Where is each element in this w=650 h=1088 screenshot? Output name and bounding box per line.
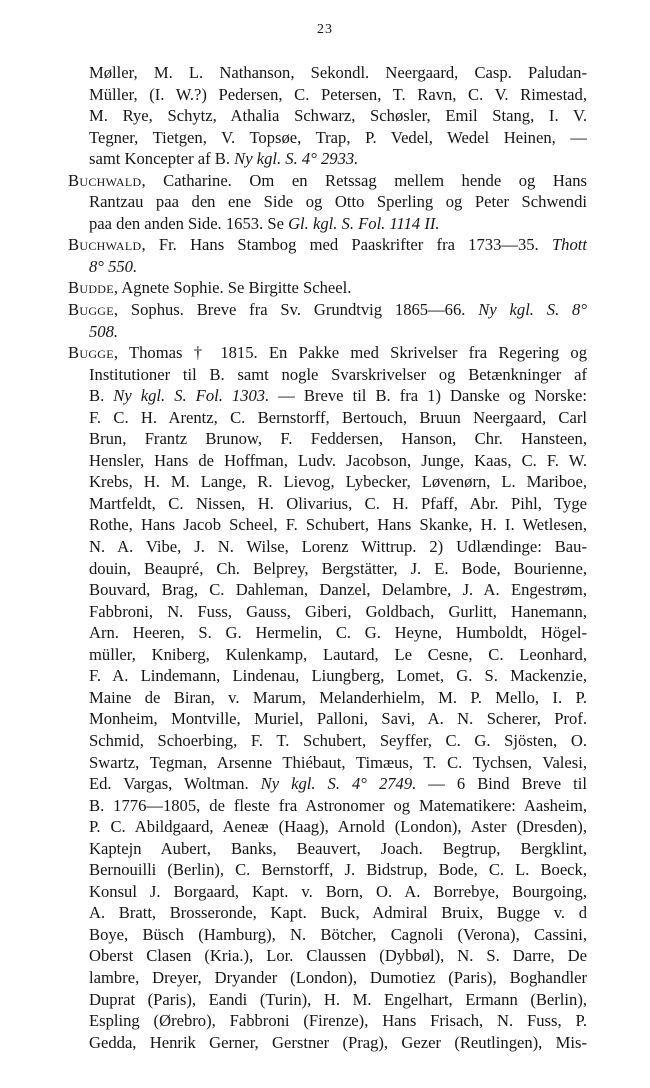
text-line bbox=[68, 342, 587, 364]
text-segment: Monheim, Montville, Muriel, Palloni, Savi, A. N. Scherer, Prof. bbox=[89, 709, 587, 729]
text-line bbox=[68, 450, 587, 472]
text-segment: , Catharine. Om en Retssag mellem hende og Hans bbox=[141, 170, 587, 190]
text-segment: Institutioner til B. samt nogle Svarskrivelser og Betænkninger af bbox=[89, 364, 587, 384]
text-line bbox=[68, 514, 587, 536]
text-line bbox=[68, 708, 587, 730]
text-line bbox=[68, 795, 587, 817]
text-segment: müller, Kniberg, Kulenkamp, Lautard, Le Cesne, C. Leonhard, bbox=[89, 644, 587, 664]
text-body bbox=[68, 62, 587, 1053]
text-segment: M. Rye, Schytz, Athalia Schwarz, Schøsler, Emil Stang, I. V. bbox=[89, 106, 587, 126]
text-segment: Swartz, Tegman, Arsenne Thiébaut, Timæus, T. C. Tychsen, Valesi, bbox=[89, 752, 587, 772]
text-segment: Bernouilli (Berlin), C. Bernstorff, J. Bidstrup, Bode, C. L. Boeck, bbox=[89, 860, 587, 880]
text-line bbox=[68, 127, 587, 149]
text-line bbox=[68, 859, 587, 881]
text-line bbox=[68, 902, 587, 924]
text-segment: Rantzau paa den ene Side og Otto Sperling og Peter Schwendi bbox=[89, 192, 587, 212]
text-segment: Espling (Ørebro), Fabbroni (Firenze), Hans Frisach, N. Fuss, P. bbox=[89, 1011, 587, 1031]
text-line bbox=[68, 148, 587, 170]
reference-text: Gl. kgl. S. Fol. 1114 II. bbox=[288, 213, 440, 233]
text-line bbox=[68, 881, 587, 903]
text-line bbox=[68, 967, 587, 989]
text-segment: F. C. H. Arentz, C. Bernstorff, Bertouch, Bruun Neergaard, Carl bbox=[89, 407, 587, 427]
text-line bbox=[68, 687, 587, 709]
text-segment: Arn. Heeren, S. G. Hermelin, C. G. Heyne, Humboldt, Högel- bbox=[89, 623, 587, 643]
text-segment: samt Koncepter af B. bbox=[89, 149, 235, 169]
text-segment: Møller, M. L. Nathanson, Sekondl. Neergaard, Casp. Paludan- bbox=[89, 63, 587, 82]
text-segment: Boye, Büsch (Hamburg), N. Bötcher, Cagnoli (Verona), Cassini, bbox=[89, 924, 587, 944]
text-line bbox=[68, 1010, 587, 1032]
text-segment: Kaptejn Aubert, Banks, Beauvert, Joach. Begtrup, Bergklint, bbox=[89, 838, 587, 858]
text-line bbox=[68, 644, 587, 666]
text-segment: Rothe, Hans Jacob Scheel, F. Schubert, Hans Skanke, H. I. Wetlesen, bbox=[89, 515, 587, 535]
text-segment: B. 1776—1805, de fleste fra Astronomer og Matematikere: Aasheim, bbox=[89, 795, 587, 815]
text-segment: F. A. Lindemann, Lindenau, Liungberg, Lomet, G. S. Mackenzie, bbox=[89, 666, 587, 686]
text-segment: Fabbroni, N. Fuss, Gauss, Giberi, Goldbach, Gurlitt, Hanemann, bbox=[89, 601, 587, 621]
reference-text: Ny kgl. S. 8° bbox=[478, 300, 587, 320]
text-segment: , Agnete Sophie. Se Birgitte Scheel. bbox=[113, 278, 352, 298]
text-segment: — Breve til B. fra 1) Danske og Norske: bbox=[269, 386, 587, 406]
text-line bbox=[68, 838, 587, 860]
text-segment: Brun, Frantz Brunow, F. Feddersen, Hanson, Chr. Hansteen, bbox=[89, 429, 587, 449]
text-segment: P. C. Abildgaard, Aeneæ (Haag), Arnold (London), Aster (Dresden), bbox=[89, 817, 587, 837]
text-segment: N. A. Vibe, J. N. Wilse, Lorenz Wittrup. 2) Udlændinge: Bau- bbox=[89, 537, 587, 557]
text-line bbox=[68, 493, 587, 515]
text-segment: , Fr. Hans Stambog med Paaskrifter fra 1733—35. bbox=[141, 235, 552, 255]
text-line bbox=[68, 407, 587, 429]
text-segment: A. Bratt, Brosseronde, Kapt. Buck, Admiral Bruix, Bugge v. d bbox=[89, 903, 587, 923]
entry-heading: Budde bbox=[68, 278, 114, 298]
text-line bbox=[68, 364, 587, 386]
entry-heading: Buchwald bbox=[68, 235, 142, 255]
reference-text: 8° 550. bbox=[89, 256, 138, 276]
reference-text: Thott bbox=[551, 235, 587, 255]
text-segment: Martfeldt, C. Nissen, H. Olivarius, C. H. Pfaff, Abr. Pihl, Tyge bbox=[89, 493, 587, 513]
text-line bbox=[68, 730, 587, 752]
text-line bbox=[68, 299, 587, 321]
text-segment: , Thomas † 1815. En Pakke med Skrivelser fra Regering og bbox=[113, 343, 587, 363]
text-segment: Gedda, Henrik Gerner, Gerstner (Prag), Gezer (Reutlingen), Mis- bbox=[89, 1032, 587, 1052]
entry-heading: Bugge bbox=[68, 343, 114, 363]
text-line bbox=[68, 256, 587, 278]
entry-heading: Buchwald bbox=[68, 170, 142, 190]
text-segment: Konsul J. Borgaard, Kapt. v. Born, O. A. Borrebye, Bourgoing, bbox=[89, 881, 587, 901]
text-segment: Müller, (I. W.?) Pedersen, C. Petersen, T. Ravn, C. V. Rimestad, bbox=[89, 84, 587, 104]
text-line bbox=[68, 1032, 587, 1054]
reference-text: Ny kgl. S. Fol. 1303. bbox=[113, 386, 270, 406]
text-line bbox=[68, 989, 587, 1011]
page-number: 23 bbox=[317, 22, 333, 37]
text-segment: Duprat (Paris), Eandi (Turin), H. M. Engelhart, Ermann (Berlin), bbox=[89, 989, 587, 1009]
text-line bbox=[68, 385, 587, 407]
text-segment: Schmid, Schoerbing, F. T. Schubert, Seyffer, C. G. Sjösten, O. bbox=[89, 730, 587, 750]
text-segment: Tegner, Tietgen, V. Topsøe, Trap, P. Vedel, Wedel Heinen, — bbox=[89, 127, 587, 147]
text-line bbox=[68, 665, 587, 687]
text-line bbox=[68, 321, 587, 343]
text-line bbox=[68, 558, 587, 580]
text-line bbox=[68, 601, 587, 623]
entry-heading: Bugge bbox=[68, 300, 114, 320]
text-line bbox=[68, 170, 587, 192]
text-segment: Maine de Biran, v. Marum, Melanderhielm, M. P. Mello, I. P. bbox=[89, 687, 587, 707]
text-line bbox=[68, 62, 587, 84]
text-segment: Hensler, Hans de Hoffman, Ludv. Jacobson, Junge, Kaas, C. F. W. bbox=[89, 450, 587, 470]
text-segment: Oberst Clasen (Kria.), Lor. Claussen (Dybbøl), N. S. Darre, De bbox=[89, 946, 587, 966]
text-segment: douin, Beaupré, Ch. Belprey, Bergstätter, J. E. Bode, Bourienne, bbox=[89, 558, 587, 578]
text-line bbox=[68, 816, 587, 838]
reference-text: Ny kgl. S. 4° 2933. bbox=[234, 149, 359, 169]
text-line bbox=[68, 105, 587, 127]
text-line bbox=[68, 924, 587, 946]
text-segment: — 6 Bind Breve til bbox=[416, 774, 587, 794]
text-line bbox=[68, 471, 587, 493]
text-line bbox=[68, 234, 587, 256]
text-line bbox=[68, 84, 587, 106]
text-line bbox=[68, 773, 587, 795]
text-segment: Bouvard, Brag, C. Dahleman, Danzel, Delambre, J. A. Engestrøm, bbox=[89, 580, 587, 600]
text-segment: Ed. Vargas, Woltman. bbox=[89, 774, 261, 794]
text-line bbox=[68, 579, 587, 601]
reference-text: Ny kgl. S. 4° 2749. bbox=[260, 774, 417, 794]
text-line bbox=[68, 213, 587, 235]
text-segment: paa den anden Side. 1653. Se bbox=[89, 213, 289, 233]
text-line bbox=[68, 945, 587, 967]
text-line bbox=[68, 277, 587, 299]
text-segment: lambre, Dreyer, Dryander (London), Dumotiez (Paris), Boghandler bbox=[89, 967, 587, 987]
text-line bbox=[68, 191, 587, 213]
reference-text: 508. bbox=[89, 321, 119, 341]
text-line bbox=[68, 752, 587, 774]
text-segment: , Sophus. Breve fra Sv. Grundtvig 1865—66. bbox=[113, 300, 479, 320]
text-segment: B. bbox=[89, 386, 114, 406]
text-line bbox=[68, 428, 587, 450]
text-segment: Krebs, H. M. Lange, R. Lievog, Lybecker, Løvenørn, L. Mariboe, bbox=[89, 472, 587, 492]
text-line bbox=[68, 622, 587, 644]
text-line bbox=[68, 536, 587, 558]
